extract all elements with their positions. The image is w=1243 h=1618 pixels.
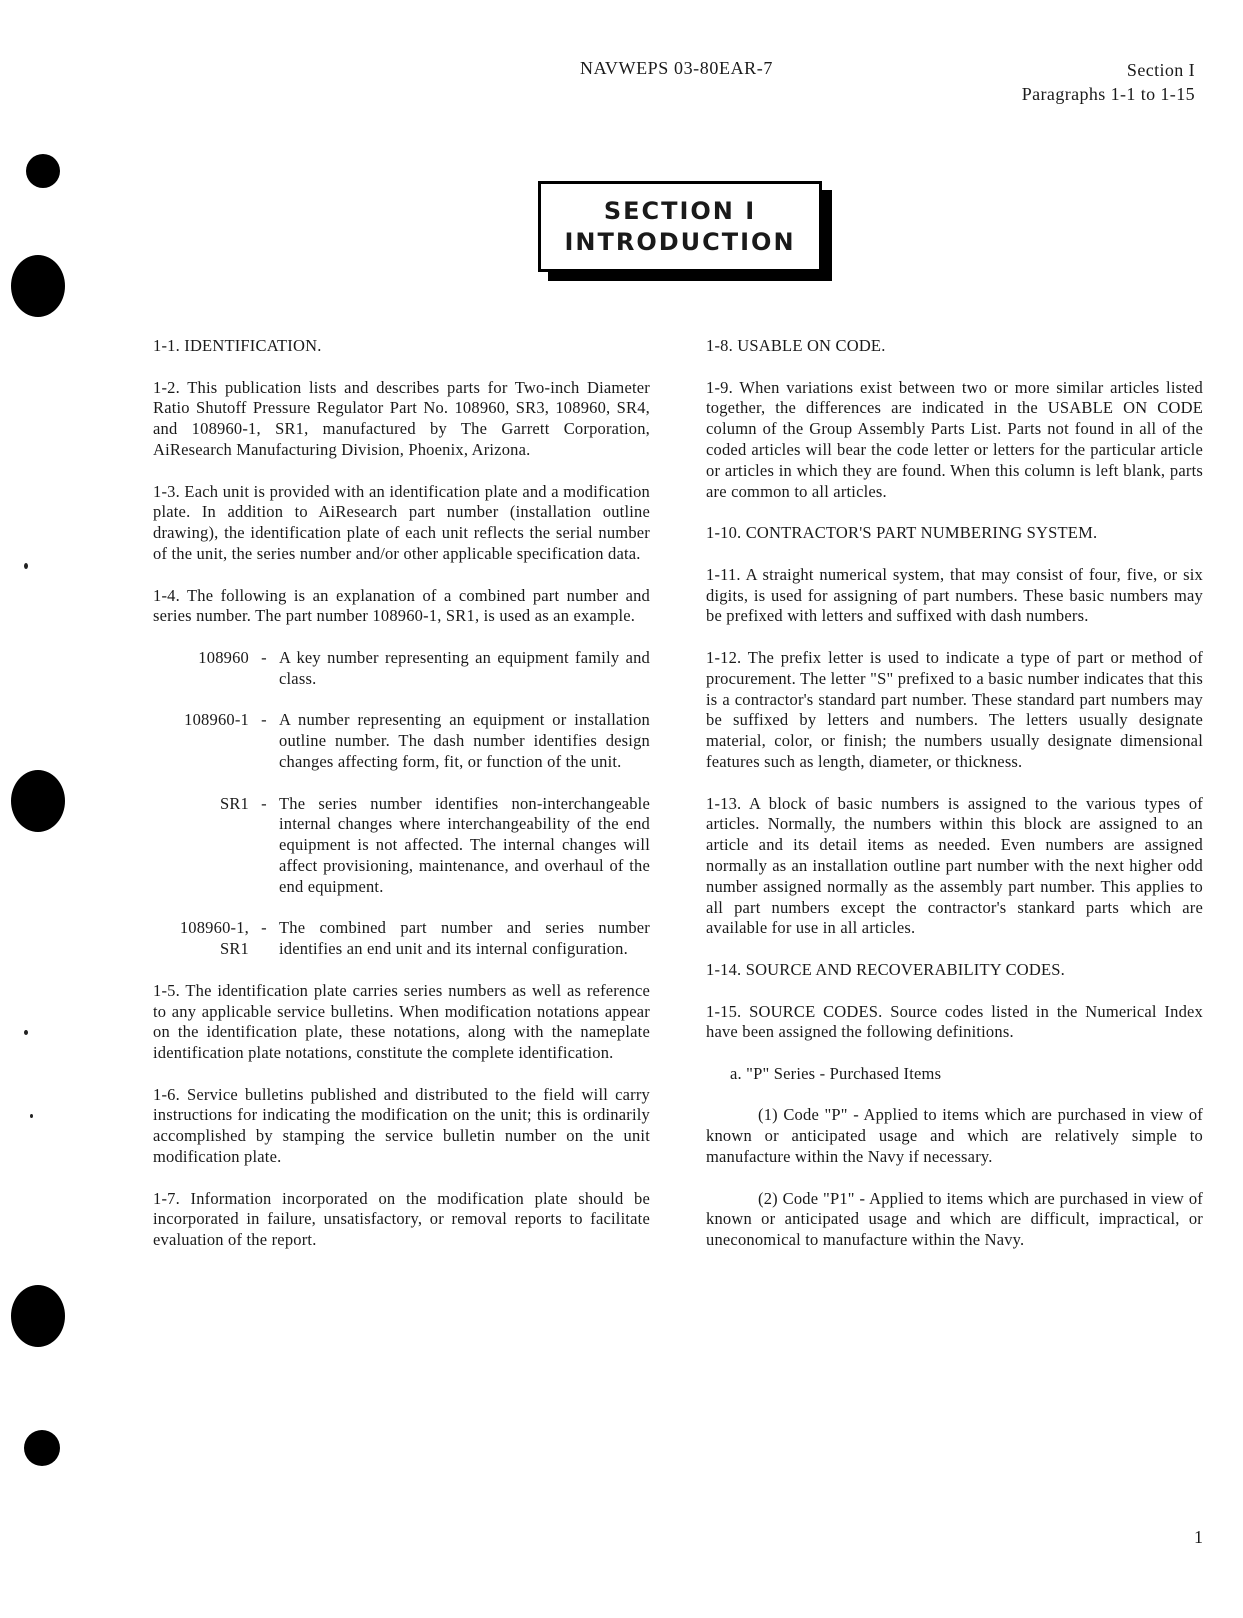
subheading-p-series: a. "P" Series - Purchased Items <box>730 1063 942 1083</box>
paragraph-1-7: 1-7. Information incorporated on the modification plate should be incorporated in failure, unsatisfactory, or removal reports to facilitate evaluation of the report. <box>153 1188 650 1250</box>
section-subtitle: INTRODUCTION <box>564 227 796 256</box>
paragraph-1-12: 1-12. The prefix letter is used to indicate a type of part or method of procurement. The letter "S" prefixed to a basic number indicates that this is a contractor's standard part number. These standard part numbers may be suffixed by letters and numbers. The letters usually designate material, color, or finish; the numbers usually designate dimensional features such as length, diameter, or thickness. <box>706 647 1203 771</box>
document-number: NAVWEPS 03-80EAR-7 <box>580 58 773 78</box>
definition-item <box>153 648 650 690</box>
definition-dash: - <box>261 710 267 730</box>
definition-description: The series number identifies non-interchangeable internal changes where interchangeability of the end equipment is not affected. The internal changes will affect provisioning, maintenance, and overhaul of the end equipment. <box>279 793 650 896</box>
definition-term: 108960-1, SR1 <box>179 918 249 959</box>
definition-description: The combined part number and series number identifies an end unit and its internal configuration. <box>279 918 650 959</box>
definition-description: A number representing an equipment or installation outline number. The dash number identifies design changes affecting form, fit, or function of the unit. <box>279 710 650 771</box>
definition-term: 108960 <box>198 647 249 667</box>
code-p-item: (1) Code "P" - Applied to items which are purchased in view of known or anticipated usage and which are relatively simple to manufacture within the Navy if necessary. <box>706 1105 1203 1167</box>
heading-usable-on-code: 1-8. USABLE ON CODE. <box>706 336 886 355</box>
binder-hole-5 <box>24 1430 60 1466</box>
section-title-box <box>538 181 822 272</box>
scan-speck <box>24 1030 28 1035</box>
definition-item <box>153 918 650 960</box>
paragraph-1-6: 1-6. Service bulletins published and distributed to the field will carry instructions for indicating the modification on the unit; this is ordinarily accomplished by stamping the service bulletin number on the unit modification plate. <box>153 1084 650 1167</box>
page-number: 1 <box>1194 1527 1203 1547</box>
paragraph-1-2: 1-2. This publication lists and describes parts for Two-inch Diameter Ratio Shutoff Pressure Regulator Part No. 108960, SR3, 108960, SR4, and 108960-1, SR1, manufactured by The Garrett Corporation, AiResearch Manufacturing Division, Phoenix, Arizona. <box>153 377 650 459</box>
definition-item <box>153 794 650 898</box>
binder-hole-3 <box>11 770 65 832</box>
definition-dash: - <box>261 918 267 938</box>
scan-speck <box>30 1114 33 1118</box>
scan-speck <box>24 563 28 569</box>
heading-part-numbering: 1-10. CONTRACTOR'S PART NUMBERING SYSTEM. <box>706 523 1098 543</box>
paragraph-1-13: 1-13. A block of basic numbers is assigned to the various types of articles. Normally, the numbers within this block are assigned to an article and its detail items as needed. Even numbers are assigned normally as an installation outline part number with the next higher odd number assigned normally as the assembly part number. This applies to all part numbers except the contractor's stankard parts which are available for use in all articles. <box>706 793 1203 938</box>
paragraph-1-11: 1-11. A straight numerical system, that may consist of four, five, or six digits, is used for assigning of part numbers. These basic numbers may be prefixed with letters and suffixed with dash numbers. <box>706 564 1203 626</box>
paragraph-1-3: 1-3. Each unit is provided with an identification plate and a modification plate. In addition to AiResearch part number (installation outline drawing), the identification plate of each unit reflects the serial number of the unit, the series number and/or other applicable specification data. <box>153 481 650 563</box>
definition-dash: - <box>261 793 267 813</box>
binder-hole-1 <box>26 154 60 188</box>
paragraph-range: Paragraphs 1-1 to 1-15 <box>1021 84 1195 104</box>
binder-hole-2 <box>11 255 65 317</box>
paragraph-1-4: 1-4. The following is an explanation of a combined part number and series number. The part number 108960-1, SR1, is used as an example. <box>153 585 650 626</box>
binder-hole-4 <box>11 1285 65 1347</box>
section-label: Section I <box>1126 60 1195 80</box>
code-p1-item: (2) Code "P1" - Applied to items which are purchased in view of known or anticipated usage and which are difficult, impractical, or uneconomical to manufacture within the Navy. <box>706 1188 1203 1250</box>
definition-term: SR1 <box>219 793 249 813</box>
definition-term: 108960-1 <box>184 710 249 730</box>
paragraph-1-5: 1-5. The identification plate carries series numbers as well as reference to any applicable service bulletins. When modification notations appear on the identification plate, these notations, along with the nameplate identification plate notations, constitute the complete identification. <box>153 980 650 1063</box>
definition-item <box>153 710 650 772</box>
right-column <box>706 336 1203 1272</box>
paragraph-1-15: 1-15. SOURCE CODES. Source codes listed in the Numerical Index have been assigned the following definitions. <box>706 1001 1203 1042</box>
section-title: SECTION I <box>603 196 757 225</box>
definition-description: A key number representing an equipment family and class. <box>279 647 650 688</box>
heading-source-codes: 1-14. SOURCE AND RECOVERABILITY CODES. <box>706 959 1065 979</box>
definition-dash: - <box>261 647 267 667</box>
paragraph-1-9: 1-9. When variations exist between two or more similar articles listed together, the differences are indicated in the USABLE ON CODE column of the Group Assembly Parts List. Parts not found in all of the coded articles will bear the code letter or letters for the particular article or articles in which they are found. When this column is left blank, parts are common to all articles. <box>706 377 1203 501</box>
section-reference <box>1022 58 1195 106</box>
heading-identification: 1-1. IDENTIFICATION. <box>153 336 322 355</box>
left-column <box>153 336 650 1272</box>
